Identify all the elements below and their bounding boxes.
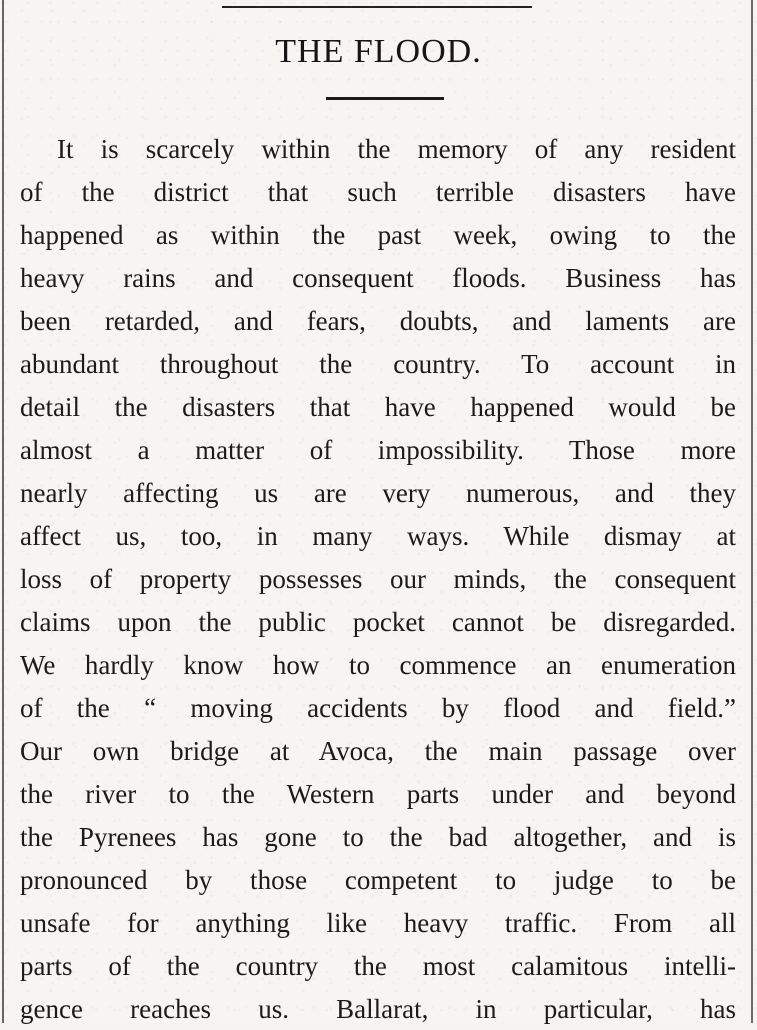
- headline-divider-rule: [326, 97, 444, 100]
- article-line: We hardly know how to commence an enumeration: [20, 650, 736, 680]
- article-line: parts of the country the most calamitous intelli-: [20, 951, 736, 981]
- article-line: nearly affecting us are very numerous, and they: [20, 478, 736, 508]
- article-line: happened as within the past week, owing to the: [20, 220, 736, 250]
- article-line: claims upon the public pocket cannot be disregarded.: [20, 607, 736, 637]
- top-divider-rule: [222, 6, 532, 8]
- article-line: unsafe for anything like heavy traffic. From all: [20, 908, 736, 938]
- article-line: Our own bridge at Avoca, the main passage over: [20, 736, 736, 766]
- article-line: loss of property possesses our minds, the consequent: [20, 564, 736, 594]
- article-line: abundant throughout the country. To account in: [20, 349, 736, 379]
- left-column-rule: [2, 0, 4, 1023]
- article-line: affect us, too, in many ways. While dismay at: [20, 521, 736, 551]
- article-line: the Pyrenees has gone to the bad altogether, and is: [20, 822, 736, 852]
- article-line: gence reaches us. Ballarat, in particular, has: [20, 994, 736, 1024]
- article-line: It is scarcely within the memory of any resident: [57, 134, 736, 164]
- article-line: detail the disasters that have happened would be: [20, 392, 736, 422]
- article-line: the river to the Western parts under and beyond: [20, 779, 736, 809]
- article-line: heavy rains and consequent floods. Business has: [20, 263, 736, 293]
- article-line: of the district that such terrible disasters have: [20, 177, 736, 207]
- right-column-rule: [751, 0, 753, 1023]
- article-line: of the “ moving accidents by flood and field.”: [20, 693, 736, 723]
- article-line: almost a matter of impossibility. Those more: [20, 435, 736, 465]
- article-headline: THE FLOOD.: [275, 33, 482, 70]
- article-line: pronounced by those competent to judge to be: [20, 865, 736, 895]
- article-line: been retarded, and fears, doubts, and laments are: [20, 306, 736, 336]
